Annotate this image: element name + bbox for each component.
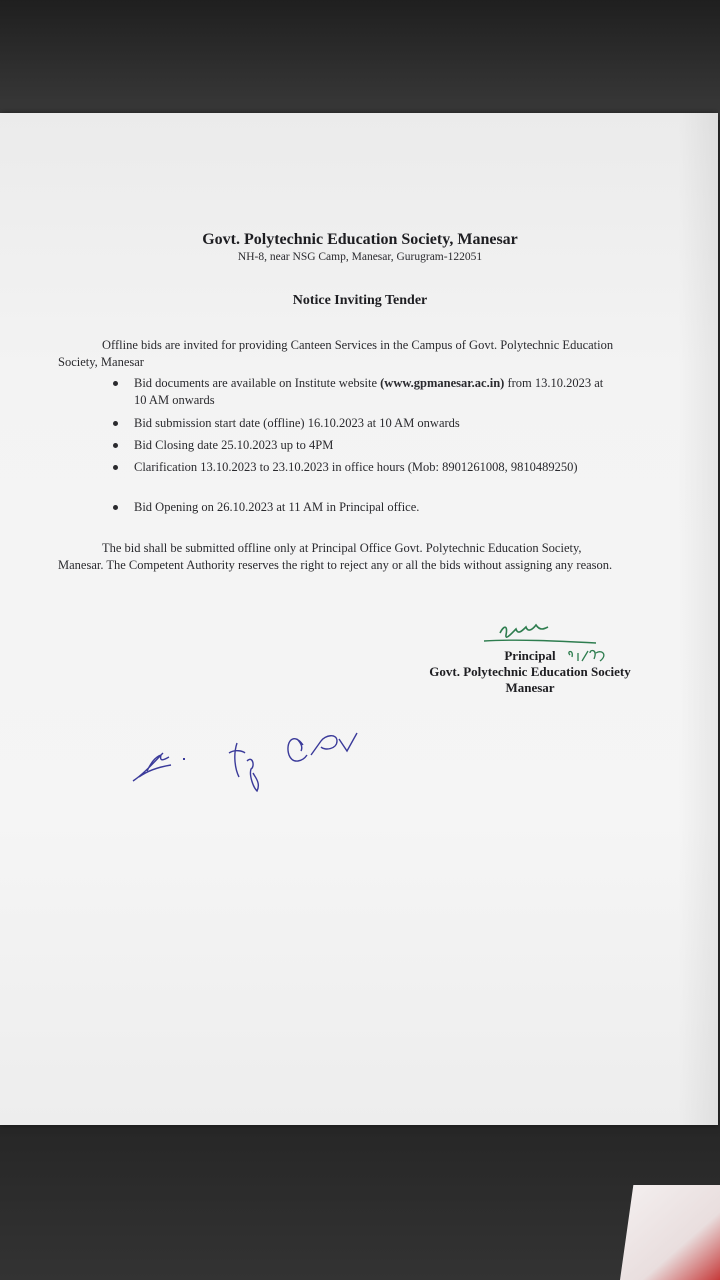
organization-address: NH-8, near NSG Camp, Manesar, Gurugram-122051 — [237, 251, 483, 263]
closing-paragraph: The bid shall be submitted offline only at Principal Office Govt. Polytechnic Education Society, Manesar. The Competent Authority reserves the right to reject any or all the bids without assigning any reason. — [58, 541, 613, 572]
tender-notice-page — [0, 113, 718, 1125]
corner-object — [620, 1185, 720, 1280]
bullet-icon — [113, 465, 118, 470]
list-item-text: Bid submission start date (offline) 16.10.2023 at 10 AM onwards — [134, 416, 460, 430]
organization-name: Govt. Polytechnic Education Society, Manesar — [202, 231, 518, 248]
signatory-designation: Principal — [504, 648, 556, 663]
desk-background-bottom — [0, 1120, 720, 1280]
list-item-text: Bid Closing date 25.10.2023 up to 4PM — [134, 438, 334, 452]
list-item-text — [134, 375, 604, 409]
signatory-location: Manesar — [505, 680, 555, 695]
list-item-text: Clarification 13.10.2023 to 23.10.2023 in office hours (Mob: 8901261008, 9810489250) — [134, 460, 578, 474]
bullet-icon — [113, 505, 118, 510]
bid-documents-text: Bid documents are available on Institute website — [134, 376, 381, 390]
bid-documents-date: from 13.10.2023 at 10 AM onwards — [134, 376, 604, 407]
committee-signatures — [125, 711, 425, 806]
bullet-icon — [113, 421, 118, 426]
signature-block — [405, 648, 655, 696]
bullet-icon — [113, 443, 118, 448]
intro-paragraph: Offline bids are invited for providing Canteen Services in the Campus of Govt. Polytechnic Education Society, Manesar — [58, 338, 614, 369]
website-url: (www.gpmanesar.ac.in) — [380, 376, 505, 390]
signatory-organization: Govt. Polytechnic Education Society — [429, 664, 631, 679]
bullet-icon — [113, 381, 118, 386]
desk-background-top — [0, 0, 720, 120]
notice-title: Notice Inviting Tender — [292, 293, 428, 308]
list-item-text: Bid Opening on 26.10.2023 at 11 AM in Principal office. — [134, 500, 420, 514]
